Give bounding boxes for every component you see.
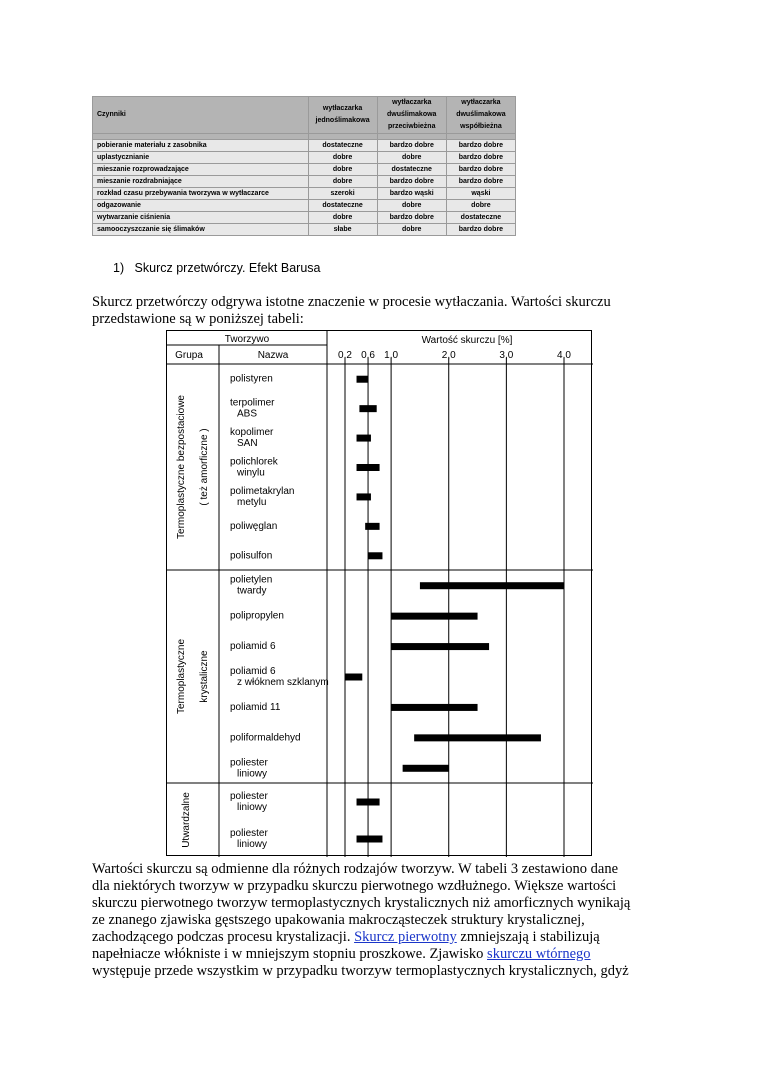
body-line-1: Wartości skurczu są odmienne dla różnych rodzajów tworzyw. W tabeli 3 zestawiono dane	[92, 861, 619, 877]
intro-line-1: Skurcz przetwórczy odgrywa istotne znaczenie w procesie wytłaczania. Wartości skurczu	[92, 294, 611, 310]
material-name: poliamid 6	[230, 641, 276, 653]
rating-cell: dobre	[308, 212, 377, 224]
table-row	[93, 152, 516, 164]
shrinkage-bar	[357, 836, 383, 843]
material-name: liniowy	[237, 802, 268, 813]
body-line-7: występuje przede wszystkim w przypadku tworzyw termoplastycznych krystalicznych, gdyż	[92, 963, 629, 979]
shrinkage-chart	[166, 330, 592, 856]
rating-cell: dostateczne	[377, 164, 446, 176]
material-name: liniowy	[237, 768, 268, 780]
body-line-5-text-a: zachodzącego podczas procesu krystalizacji.	[92, 929, 355, 945]
material-name: z włóknem szklanym	[237, 677, 329, 688]
material-name: poliester	[230, 828, 268, 839]
material-name: terpolimer	[230, 397, 275, 409]
table-row	[93, 140, 516, 152]
factor-cell: pobieranie materiału z zasobnika	[93, 140, 309, 152]
body-line-6	[92, 946, 591, 963]
rating-cell: bardzo dobre	[377, 176, 446, 188]
rating-cell: dobre	[308, 164, 377, 176]
rating-cell: dobre	[377, 200, 446, 212]
rating-cell: szeroki	[308, 188, 377, 200]
shrinkage-bar	[414, 734, 541, 741]
rating-cell: dostateczne	[446, 212, 515, 224]
material-name: kopolimer	[230, 427, 274, 439]
table-row	[93, 164, 516, 176]
factor-cell: samooczyszczanie się ślimaków	[93, 224, 309, 236]
shrinkage-bar	[357, 376, 369, 383]
material-name: polimetakrylan	[230, 485, 295, 497]
primary-shrinkage-link[interactable]: Skurcz pierwotny	[354, 929, 457, 945]
group-label: Utwardzalne	[181, 792, 192, 848]
material-name: polichlorek	[230, 456, 278, 468]
extruder-comparison-table	[92, 96, 516, 236]
material-name: ABS	[237, 408, 258, 420]
rating-cell: wąski	[446, 188, 515, 200]
rating-cell: bardzo dobre	[377, 212, 446, 224]
rating-cell: dostateczne	[308, 200, 377, 212]
section-heading: 1) Skurcz przetwórczy. Efekt Barusa	[113, 261, 321, 275]
x-tick-label: 2,0	[441, 350, 456, 361]
rating-cell: dostateczne	[308, 140, 377, 152]
shrinkage-bar	[391, 643, 489, 650]
rating-cell: bardzo dobre	[446, 176, 515, 188]
x-tick-label: 1,0	[384, 350, 399, 361]
secondary-shrinkage-link[interactable]: skurczu wtórnego	[487, 946, 591, 962]
material-name: polietylen	[230, 574, 273, 586]
shrinkage-bar	[420, 582, 564, 589]
material-name: SAN	[237, 438, 258, 450]
header-twin-counter: wytłaczarka dwuślimakowa przeciwbieżna	[377, 97, 446, 134]
body-line-3: skurczu pierwotnego tworzyw termoplastycznych krystalicznych niż amorficznych wynikają	[92, 895, 631, 911]
body-line-5-text-b: zmniejszają i stabilizują	[456, 929, 600, 945]
shrinkage-bar	[391, 704, 477, 711]
rating-cell: dobre	[308, 176, 377, 188]
rating-cell: dobre	[308, 152, 377, 164]
shrinkage-bar	[368, 552, 382, 559]
shrinkage-bar	[345, 674, 362, 681]
x-tick-label: 0,2	[338, 350, 352, 361]
x-tick-label: 0,6	[361, 350, 376, 361]
group-sublabel: krystaliczne	[199, 650, 210, 703]
shrinkage-bar	[357, 493, 371, 500]
rating-cell: bardzo wąski	[377, 188, 446, 200]
factor-cell: odgazowanie	[93, 200, 309, 212]
table-row	[93, 224, 516, 236]
shrinkage-bar	[357, 799, 380, 806]
shrinkage-bar	[357, 464, 380, 471]
x-tick-label: 3,0	[499, 350, 514, 361]
table-row	[93, 176, 516, 188]
material-name: polisulfon	[230, 550, 273, 562]
rating-cell: dobre	[377, 224, 446, 236]
rating-cell: bardzo dobre	[446, 224, 515, 236]
chart-title: Wartość skurczu [%]	[421, 335, 513, 346]
shrinkage-bar	[357, 435, 371, 442]
shrinkage-bar	[403, 765, 449, 772]
material-name: poliamid 6	[230, 666, 276, 677]
group-sublabel: ( też amorficzne )	[199, 428, 210, 506]
group-label: Termoplastyczne	[176, 638, 187, 715]
material-name: poliester	[230, 757, 268, 769]
rating-cell: słabe	[308, 224, 377, 236]
material-name: polipropylen	[230, 610, 284, 622]
rating-cell: bardzo dobre	[446, 152, 515, 164]
header-factors: Czynniki	[93, 97, 309, 134]
header-name: Nazwa	[257, 350, 289, 361]
body-line-2: dla niektórych tworzyw w przypadku skurczu pierwotnego wzdłużnego. Większe wartości	[92, 878, 617, 894]
intro-line-2: przedstawione są w poniższej tabeli:	[92, 311, 304, 327]
header-group: Grupa	[175, 350, 203, 361]
factor-cell: rozkład czasu przebywania tworzywa w wytłaczarce	[93, 188, 309, 200]
factor-cell: mieszanie rozprowadzające	[93, 164, 309, 176]
rating-cell: bardzo dobre	[446, 140, 515, 152]
shrinkage-bar	[391, 613, 477, 620]
material-name: metylu	[237, 496, 267, 508]
factor-cell: mieszanie rozdrabniające	[93, 176, 309, 188]
rating-cell: dobre	[377, 152, 446, 164]
rating-cell: bardzo dobre	[446, 164, 515, 176]
header-twin-co: wytłaczarka dwuślimakowa współbieżna	[446, 97, 515, 134]
shrinkage-bar	[365, 523, 379, 530]
shrinkage-bar	[359, 405, 376, 412]
group-label: Termoplastyczne bezpostaciowe	[176, 395, 187, 539]
factor-cell: uplastycznianie	[93, 152, 309, 164]
body-line-5	[92, 929, 600, 946]
material-name: twardy	[237, 585, 267, 597]
body-line-6-text: napełniacze włókniste i w mniejszym stopniu proszkowe. Zjawisko	[92, 946, 488, 962]
rating-cell: dobre	[446, 200, 515, 212]
material-name: poliamid 11	[230, 701, 281, 713]
material-name: poliester	[230, 791, 268, 802]
table-row	[93, 212, 516, 224]
material-name: poliformaldehyd	[230, 732, 301, 744]
header-single-screw: wytłaczarka jednoślimakowa	[308, 97, 377, 134]
shrinkage-chart-svg	[167, 331, 593, 857]
x-tick-label: 4,0	[557, 350, 571, 361]
header-material: Tworzywo	[224, 334, 270, 345]
table-row	[93, 200, 516, 212]
table-row	[93, 188, 516, 200]
material-name: poliwęglan	[230, 520, 278, 532]
material-name: liniowy	[237, 839, 268, 850]
rating-cell: bardzo dobre	[377, 140, 446, 152]
factor-cell: wytwarzanie ciśnienia	[93, 212, 309, 224]
body-line-4: ze znanego zjawiska gęstszego upakowania makrocząsteczek struktury krystalicznej,	[92, 912, 585, 928]
material-name: polistyren	[230, 373, 273, 385]
material-name: winylu	[237, 467, 265, 479]
